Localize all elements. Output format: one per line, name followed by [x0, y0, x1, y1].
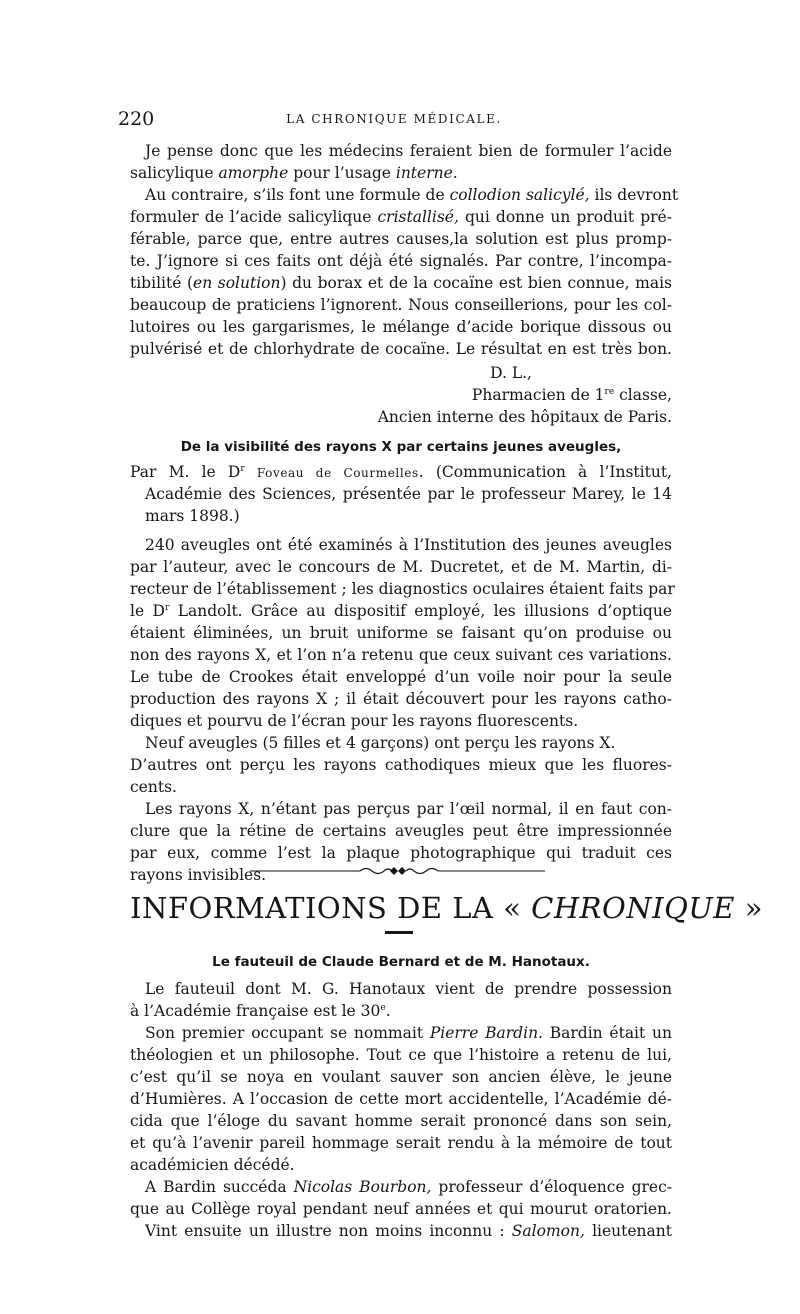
- byline: Académie des Sciences, présentée par le professeur Marey, le 14: [145, 485, 672, 503]
- text-line: A Bardin succéda Nicolas Bourbon, professeur d’éloquence grec-: [145, 1178, 672, 1196]
- signature-title: Pharmacien de 1re classe,: [471, 386, 672, 404]
- text-line: à l’Académie française est le 30e.: [130, 1002, 391, 1020]
- text-line: Je pense donc que les médecins feraient bien de formuler l’acide: [145, 142, 672, 160]
- text-line: Les rayons X, n’étant pas perçus par l’œil normal, il en faut con-: [145, 800, 672, 818]
- text-line: cida que l’éloge du savant homme serait prononcé dans son sein,: [130, 1112, 672, 1130]
- text-line: que au Collège royal pendant neuf années et qui mourut oratorien.: [130, 1200, 672, 1218]
- text-line: D’autres ont perçu les rayons cathodiques mieux que les fluores-: [130, 756, 672, 774]
- running-title: LA CHRONIQUE MÉDICALE.: [286, 112, 502, 126]
- text-line: formuler de l’acide salicylique cristallisé, qui donne un produit pré-: [130, 208, 672, 226]
- text-line: par l’auteur, avec le concours de M. Ducretet, et de M. Martin, di-: [130, 558, 672, 576]
- signature-line: Ancien interne des hôpitaux de Paris.: [377, 408, 672, 426]
- text-line: diques et pourvu de l’écran pour les rayons fluorescents.: [130, 712, 579, 730]
- text-line: Son premier occupant se nommait Pierre Bardin. Bardin était un: [145, 1024, 672, 1042]
- section-title: INFORMATIONS DE LA « CHRONIQUE »: [130, 891, 763, 925]
- text-line: te. J’ignore si ces faits ont déjà été signalés. Par contre, l’incompa-: [130, 252, 672, 270]
- text-line: étaient éliminées, un bruit uniforme se faisant qu’on produise ou: [130, 624, 672, 642]
- text-line: recteur de l’établissement ; les diagnostics oculaires étaient faits par: [130, 580, 675, 598]
- text-line: lutoires ou les gargarismes, le mélange d’acide borique dissous ou: [130, 318, 672, 336]
- text-line: cents.: [130, 778, 177, 796]
- text-line: tibilité (en solution) du borax et de la cocaïne est bien connue, mais: [130, 274, 672, 292]
- text-line: production des rayons X ; il était découvert pour les rayons catho-: [130, 690, 672, 708]
- page-number: 220: [118, 108, 155, 130]
- text-line: non des rayons X, et l’on n’a retenu que ceux suivant ces variations.: [130, 646, 672, 664]
- article-heading: Le fauteuil de Claude Bernard et de M. Hanotaux.: [212, 954, 590, 970]
- article-heading: De la visibilité des rayons X par certains jeunes aveugles,: [180, 439, 622, 455]
- text-line: beaucoup de praticiens l’ignorent. Nous conseillerions, pour les col-: [130, 296, 672, 314]
- title-rule: [385, 931, 413, 934]
- text-line: Au contraire, s’ils font une formule de collodion salicylé, ils devront: [145, 186, 679, 204]
- text-line: Le tube de Crookes était enveloppé d’un voile noir pour la seule: [130, 668, 672, 686]
- text-line: clure que la rétine de certains aveugles peut être impressionnée: [130, 822, 672, 840]
- text-line: théologien et un philosophe. Tout ce que l’histoire a retenu de lui,: [130, 1046, 672, 1064]
- text-line: pulvérisé et de chlorhydrate de cocaïne. Le résultat en est très bon.: [130, 340, 672, 358]
- text-line: le $D^r$ Landolt. Grâce au dispositif employé, les illusions d’optique: [130, 602, 672, 620]
- page-header: [118, 108, 670, 132]
- text-line: 240 aveugles ont été examinés à l’Institution des jeunes aveugles: [145, 536, 672, 554]
- text-line: salicylique amorphe pour l’usage interne.: [130, 164, 458, 182]
- byline: Par M. le $D^r$ Foveau de Courmelles. (Communication à l’Institut,: [130, 463, 672, 481]
- text-line: d’Humières. A l’occasion de cette mort accidentelle, l’Académie dé-: [130, 1090, 672, 1108]
- text-line: férable, parce que, entre autres causes,la solution est plus promp-: [130, 230, 672, 248]
- signature-name: D. L.,: [490, 364, 532, 382]
- text-line: académicien décédé.: [130, 1156, 295, 1174]
- text-line: c’est qu’il se noya en voulant sauver son ancien élève, le jeune: [130, 1068, 672, 1086]
- text-line: rayons invisibles.: [130, 866, 267, 884]
- byline: mars 1898.): [145, 507, 240, 525]
- text-line: et qu’à l’avenir pareil hommage serait rendu à la mémoire de tout: [130, 1134, 672, 1152]
- text-line: par eux, comme l’est la plaque photographique qui traduit ces: [130, 844, 672, 862]
- text-line: Vint ensuite un illustre non moins inconnu : Salomon, lieutenant: [145, 1222, 672, 1240]
- text-line: Le fauteuil dont M. G. Hanotaux vient de prendre possession: [145, 980, 672, 998]
- text-line: Neuf aveugles (5 filles et 4 garçons) ont perçu les rayons X.: [145, 734, 616, 752]
